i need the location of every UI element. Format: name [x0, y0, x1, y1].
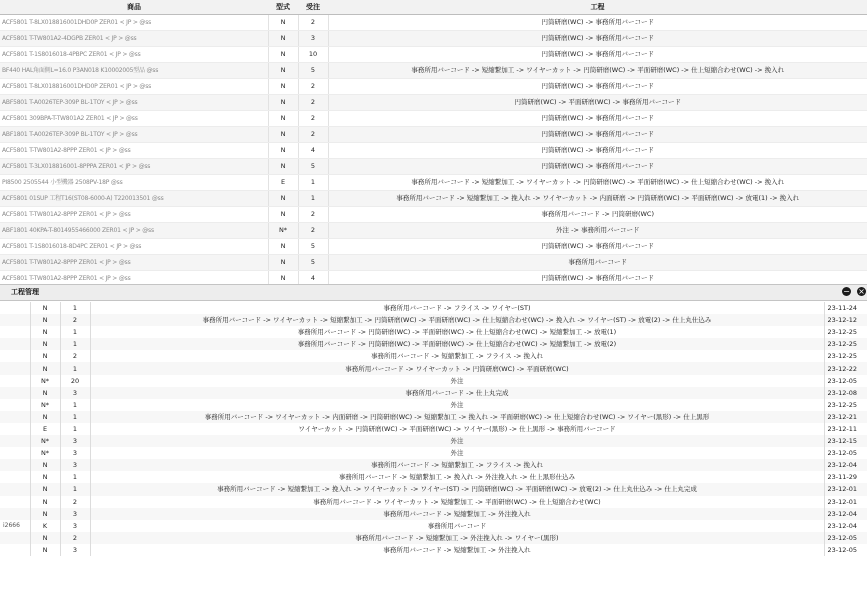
table-row[interactable]	[0, 435, 867, 447]
qty-cell: 1	[60, 399, 90, 411]
type-cell: N*	[30, 447, 60, 459]
table-row[interactable]	[0, 338, 867, 350]
process-cell: 事務所用バーコード -> 円筒研磨(WC) -> 平面研磨(WC) -> 仕上短縮合わせ(WC) -> 短縮繋加工 -> 放電(1)	[90, 326, 824, 338]
table-row[interactable]	[0, 159, 867, 175]
id-cell	[0, 532, 30, 544]
type-cell: N	[268, 239, 298, 255]
date-cell: 23-12-22	[824, 362, 867, 374]
table-row[interactable]	[0, 15, 867, 31]
process-cell: 事務所用バーコード -> 短縮繋加工 -> フライス -> 挽入れ	[90, 350, 824, 362]
qty-cell: 2	[60, 532, 90, 544]
type-cell: N	[268, 255, 298, 271]
table-row[interactable]	[0, 447, 867, 459]
type-cell: E	[268, 175, 298, 191]
qty-cell: 5	[298, 159, 328, 175]
qty-cell: 1	[60, 423, 90, 435]
type-cell: N	[30, 532, 60, 544]
table-row[interactable]	[0, 423, 867, 435]
table-row[interactable]	[0, 47, 867, 63]
id-cell	[0, 350, 30, 362]
qty-cell: 10	[298, 47, 328, 63]
qty-cell: 1	[60, 362, 90, 374]
type-cell: N	[268, 79, 298, 95]
product-cell: BF440 HAL角面側L=16.0 P3AN018 K10002005型品 @ss	[0, 63, 268, 79]
qty-cell: 2	[60, 314, 90, 326]
table-row[interactable]	[0, 326, 867, 338]
table-row[interactable]	[0, 239, 867, 255]
process-cell: 円筒研磨(WC) -> 事務所用バーコード	[328, 111, 867, 127]
date-cell: 23-11-24	[827, 304, 858, 313]
qty-cell: 5	[298, 255, 328, 271]
order-header-table	[0, 0, 867, 15]
id-cell	[0, 326, 30, 338]
product-cell: ACF5801 309BPA-T-TW801A2 ZER01 < JP > @ss	[0, 111, 268, 127]
process-cell: 事務所用バーコード -> フライス -> ワイヤー(ST)	[90, 302, 824, 314]
table-row[interactable]	[0, 127, 867, 143]
id-cell	[0, 435, 30, 447]
process-cell: 円筒研磨(WC) -> 事務所用バーコード	[328, 239, 867, 255]
qty-cell: 2	[60, 350, 90, 362]
type-cell: N	[30, 350, 60, 362]
product-cell: ABF5801 T-A0026TEP-309P BL-1TOY < JP > @ss	[0, 95, 268, 111]
date-cell: 23-12-21	[824, 411, 867, 423]
table-row[interactable]	[0, 191, 867, 207]
table-row[interactable]	[0, 255, 867, 271]
qty-cell: 3	[60, 447, 90, 459]
qty-cell: 2	[298, 95, 328, 111]
qty-cell: 5	[298, 239, 328, 255]
table-row[interactable]	[0, 95, 867, 111]
id-cell	[0, 338, 30, 350]
id-cell	[0, 375, 30, 387]
id-cell	[0, 496, 30, 508]
qty-cell: 2	[298, 111, 328, 127]
type-cell: N	[30, 496, 60, 508]
type-cell: N	[30, 387, 60, 399]
type-cell: N	[268, 95, 298, 111]
process-cell: 外注	[90, 435, 824, 447]
qty-cell: 3	[60, 520, 90, 532]
type-cell: N	[30, 314, 60, 326]
date-cell: 23-12-04	[827, 521, 858, 530]
qty-cell: 20	[60, 375, 90, 387]
type-cell: N	[268, 47, 298, 63]
table-row[interactable]	[0, 111, 867, 127]
product-cell: ACF5801 T-1S8016018-8D4PC ZER01 < JP > @ss	[0, 239, 268, 255]
qty-cell: 3	[60, 459, 90, 471]
qty-cell: 3	[298, 31, 328, 47]
process-cell: 事務所用バーコード	[328, 255, 867, 271]
date-cell: 23-12-05	[827, 376, 858, 385]
type-cell: E	[30, 423, 60, 435]
product-cell: ACF5801 T-3LX018816001-8PPPA ZER01 < JP > @ss	[0, 159, 268, 175]
process-cell: 事務所用バーコード -> 短縮繋加工 -> ワイヤーカット -> 円筒研磨(WC) -> 平面研磨(WC) -> 仕上短縮合わせ(WC) -> 挽入れ	[328, 63, 867, 79]
table-row[interactable]	[0, 508, 867, 520]
process-cell: 事務所用バーコード -> 仕上丸完成	[90, 387, 824, 399]
qty-cell: 2	[298, 223, 328, 239]
process-management-titlebar	[0, 284, 867, 301]
table-row[interactable]	[0, 520, 867, 532]
table-row[interactable]	[0, 223, 867, 239]
product-cell: ACF5801 T-TW801A2-8PPP ZER01 < JP > @ss	[0, 143, 268, 159]
type-cell: N	[268, 127, 298, 143]
type-cell: N	[30, 483, 60, 495]
type-cell: N	[268, 143, 298, 159]
header-process[interactable]: 工程	[590, 3, 605, 11]
process-cell: 事務所用バーコード -> 短縮繋加工 -> ワイヤーカット -> 円筒研磨(WC) -> 平面研磨(WC) -> 仕上短縮合わせ(WC) -> 挽入れ	[328, 175, 867, 191]
qty-cell: 2	[298, 15, 328, 31]
process-cell: 事務所用バーコード -> 短縮繋加工 -> 挽入れ -> ワイヤーカット -> 内面研磨 -> 円筒研磨(WC) -> 平面研磨(WC) -> 放電(1) -> 挽入れ	[328, 191, 867, 207]
table-row[interactable]	[0, 399, 867, 411]
id-cell	[0, 447, 30, 459]
table-row[interactable]	[0, 143, 867, 159]
header-qty[interactable]: 受注	[306, 3, 320, 11]
type-cell: N	[30, 362, 60, 374]
process-cell: 円筒研磨(WC) -> 事務所用バーコード	[328, 79, 867, 95]
type-cell: N	[30, 544, 60, 556]
id-cell	[0, 544, 30, 556]
id-cell	[0, 387, 30, 399]
close-circle-icon[interactable]: ×	[858, 287, 865, 296]
process-cell: 円筒研磨(WC) -> 平面研磨(WC) -> 事務所用バーコード	[328, 95, 867, 111]
minus-circle-icon[interactable]: −	[843, 287, 850, 296]
table-row[interactable]	[0, 459, 867, 471]
qty-cell: 2	[298, 207, 328, 223]
qty-cell: 1	[60, 326, 90, 338]
date-cell: 23-12-04	[824, 508, 867, 520]
process-cell: 外注	[90, 447, 824, 459]
order-process-grid	[0, 0, 867, 287]
qty-cell: 1	[298, 175, 328, 191]
type-cell: N*	[30, 435, 60, 447]
process-cell: 事務所用バーコード -> 短縮繋加工 -> フライス -> 挽入れ	[90, 459, 824, 471]
qty-cell: 3	[60, 387, 90, 399]
date-cell: 23-12-25	[827, 400, 858, 409]
header-product[interactable]: 商品	[127, 3, 141, 11]
type-cell: N	[30, 411, 60, 423]
date-cell: 23-12-01	[827, 497, 858, 506]
qty-cell: 2	[298, 79, 328, 95]
process-cell: 円筒研磨(WC) -> 事務所用バーコード	[328, 31, 867, 47]
table-row[interactable]	[0, 63, 867, 79]
table-row[interactable]	[0, 375, 867, 387]
type-cell: N	[30, 326, 60, 338]
date-cell: 23-12-15	[824, 435, 867, 447]
panel-title: 工程管理	[11, 288, 39, 296]
product-cell: ACF5801 T-TW801A2-4DGPB ZER01 < JP > @ss	[0, 31, 268, 47]
type-cell: N	[268, 271, 298, 287]
type-cell: N	[30, 508, 60, 520]
table-row[interactable]	[0, 471, 867, 483]
process-cell: 円筒研磨(WC) -> 事務所用バーコード	[328, 159, 867, 175]
process-cell: 円筒研磨(WC) -> 事務所用バーコード	[328, 143, 867, 159]
date-cell: 23-12-05	[827, 545, 858, 554]
id-cell	[0, 459, 30, 471]
table-row[interactable]	[0, 79, 867, 95]
product-cell: ACF5801 T-1S8016018-4PBPC ZER01 < JP > @ss	[0, 47, 268, 63]
id-cell	[0, 483, 30, 495]
type-cell: N	[268, 31, 298, 47]
qty-cell: 3	[60, 435, 90, 447]
id-cell: i2666	[0, 520, 30, 532]
header-type[interactable]: 型式	[276, 3, 290, 11]
qty-cell: 1	[60, 411, 90, 423]
id-cell	[0, 411, 30, 423]
type-cell: N	[268, 63, 298, 79]
process-cell: 事務所用バーコード	[90, 520, 824, 532]
process-cell: 事務所用バーコード -> ワイヤーカット -> 内面研磨 -> 円筒研磨(WC) -> 短縮繋加工 -> 挽入れ -> 平面研磨(WC) -> 仕上短縮合わせ(WC) -> ワイヤー(黒形) -> 仕上黒形	[90, 411, 824, 423]
process-cell: 外注	[90, 375, 824, 387]
process-cell: 事務所用バーコード -> ワイヤーカット -> 短縮繋加工 -> 円筒研磨(WC) -> 平面研磨(WC) -> 仕上短縮合わせ(WC) -> 挽入れ -> ワイヤー(ST) -> 放電(2) -> 仕上丸仕込み	[90, 314, 824, 326]
date-cell: 23-11-29	[827, 473, 858, 482]
type-cell: N	[30, 338, 60, 350]
product-cell: ACF5801 T-TW801A2-8PPP ZER01 < JP > @ss	[0, 271, 268, 287]
date-cell: 23-12-25	[827, 328, 858, 337]
process-management-grid	[0, 302, 867, 556]
process-cell: 事務所用バーコード -> 円筒研磨(WC) -> 平面研磨(WC) -> 仕上短縮合わせ(WC) -> 短縮繋加工 -> 放電(2)	[90, 338, 824, 350]
process-cell: 事務所用バーコード -> 短縮繋加工 -> 挽入れ -> ワイヤーカット -> ワイヤー(ST) -> 円筒研磨(WC) -> 平面研磨(WC) -> 放電(2) -> 仕上丸仕込み -> 仕上丸完成	[90, 483, 824, 495]
date-cell: 23-12-05	[824, 532, 867, 544]
qty-cell: 3	[60, 544, 90, 556]
type-cell: N*	[30, 375, 60, 387]
product-cell: ABF1801 T-A0026TEP-309P BL-1TOY < JP > @ss	[0, 127, 268, 143]
type-cell: N	[268, 15, 298, 31]
table-row[interactable]	[0, 175, 867, 191]
date-cell: 23-12-01	[824, 483, 867, 495]
table-row[interactable]	[0, 387, 867, 399]
type-cell: N	[268, 159, 298, 175]
date-cell: 23-12-25	[827, 352, 858, 361]
product-cell: ACF5801 T-TW801A2-8PPP ZER01 < JP > @ss	[0, 207, 268, 223]
process-cell: 事務所用バーコード -> 短縮繋加工 -> 外注挽入れ	[90, 508, 824, 520]
table-row[interactable]	[0, 314, 867, 326]
date-cell: 23-12-04	[824, 459, 867, 471]
table-row[interactable]	[0, 302, 867, 314]
type-cell: N	[268, 111, 298, 127]
id-cell	[0, 471, 30, 483]
id-cell	[0, 302, 30, 314]
type-cell: N*	[30, 399, 60, 411]
qty-cell: 5	[298, 63, 328, 79]
qty-cell: 4	[298, 143, 328, 159]
process-cell: 外注 -> 事務所用バーコード	[328, 223, 867, 239]
process-cell: 事務所用バーコード -> 短縮繋加工 -> 挽入れ -> 外注挽入れ -> 仕上黒形仕込み	[90, 471, 824, 483]
id-cell	[0, 423, 30, 435]
table-row[interactable]	[0, 207, 867, 223]
process-cell: ワイヤーカット -> 円筒研磨(WC) -> 平面研磨(WC) -> ワイヤー(黒形) -> 仕上黒形 -> 事務所用バーコード	[90, 423, 824, 435]
table-row[interactable]	[0, 496, 867, 508]
qty-cell: 1	[60, 471, 90, 483]
qty-cell: 2	[298, 127, 328, 143]
type-cell: N	[30, 459, 60, 471]
qty-cell: 1	[60, 338, 90, 350]
date-cell: 23-12-12	[824, 314, 867, 326]
date-cell: 23-12-05	[827, 449, 858, 458]
qty-cell: 2	[60, 496, 90, 508]
table-row[interactable]	[0, 532, 867, 544]
id-cell	[0, 508, 30, 520]
table-row[interactable]	[0, 544, 867, 556]
table-row[interactable]	[0, 350, 867, 362]
id-cell	[0, 399, 30, 411]
process-cell: 円筒研磨(WC) -> 事務所用バーコード	[328, 271, 867, 287]
process-cell: 事務所用バーコード -> 短縮繋加工 -> 外注挽入れ	[90, 544, 824, 556]
id-cell	[0, 314, 30, 326]
product-cell: ACF5801 T-8LX018816001DHD0P ZER01 < JP > @ss	[0, 79, 268, 95]
process-cell: 円筒研磨(WC) -> 事務所用バーコード	[328, 15, 867, 31]
product-cell: PI8500 2505544 小型機器 2508PV-18P @ss	[0, 175, 268, 191]
product-cell: ACF5801 T-TW801A2-8PPP ZER01 < JP > @ss	[0, 255, 268, 271]
process-cell: 外注	[90, 399, 824, 411]
qty-cell: 1	[60, 483, 90, 495]
type-cell: N*	[268, 223, 298, 239]
qty-cell: 4	[298, 271, 328, 287]
process-cell: 事務所用バーコード -> ワイヤーカット -> 円筒研磨(WC) -> 平面研磨(WC)	[90, 362, 824, 374]
product-cell: ACF5801 01SUP 工程T16(ST08-6000-A) T220013501 @ss	[0, 191, 268, 207]
table-row[interactable]	[0, 483, 867, 495]
id-cell	[0, 362, 30, 374]
process-cell: 円筒研磨(WC) -> 事務所用バーコード	[328, 127, 867, 143]
date-cell: 23-12-08	[824, 387, 867, 399]
qty-cell: 1	[298, 191, 328, 207]
table-row[interactable]	[0, 31, 867, 47]
product-cell: ABF1801 40KPA-T-8014955466000 ZER01 < JP > @ss	[0, 223, 268, 239]
date-cell: 23-12-11	[827, 424, 858, 433]
type-cell: N	[30, 471, 60, 483]
type-cell: N	[268, 207, 298, 223]
type-cell: N	[30, 302, 60, 314]
date-cell: 23-12-25	[824, 338, 867, 350]
type-cell: N	[268, 191, 298, 207]
table-row[interactable]	[0, 411, 867, 423]
order-body-table	[0, 15, 867, 287]
product-cell: ACF5801 T-8LX018816001DHD0P ZER01 < JP > @ss	[0, 15, 268, 31]
process-body-table	[0, 302, 867, 556]
table-row[interactable]	[0, 362, 867, 374]
process-cell: 事務所用バーコード -> 短縮繋加工 -> 外注挽入れ -> ワイヤー(黒形)	[90, 532, 824, 544]
qty-cell: 1	[60, 302, 90, 314]
process-cell: 事務所用バーコード -> ワイヤーカット -> 短縮繋加工 -> 平面研磨(WC) -> 仕上短縮合わせ(WC)	[90, 496, 824, 508]
qty-cell: 3	[60, 508, 90, 520]
type-cell: K	[30, 520, 60, 532]
process-cell: 円筒研磨(WC) -> 事務所用バーコード	[328, 47, 867, 63]
process-cell: 事務所用バーコード -> 円筒研磨(WC)	[328, 207, 867, 223]
